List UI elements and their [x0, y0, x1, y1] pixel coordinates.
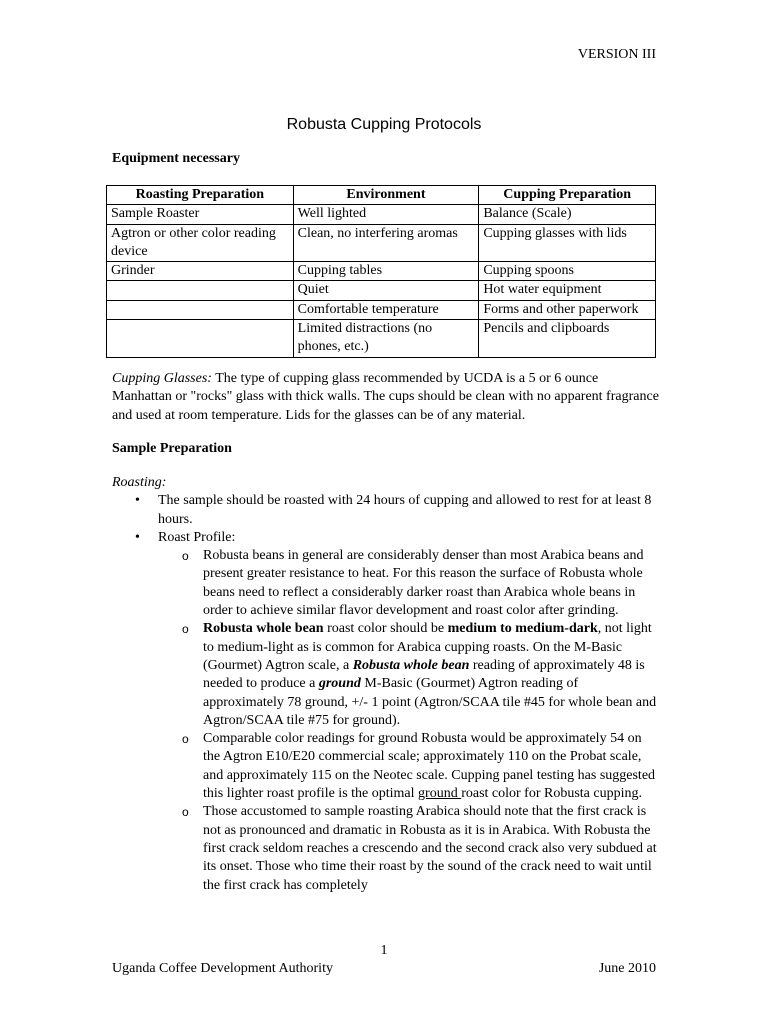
sub-list-item-text: M-Basic (Gourmet) Agtron reading of approximately 78 ground, +/- 1 point (Agtron/SCAA tile #45 for whole bean and Agtron/SCAA tile #75 for ground). [203, 676, 657, 728]
bullet-icon: • [135, 493, 140, 509]
table-cell: Sample Roaster [107, 205, 294, 224]
table-row [107, 205, 656, 224]
bullet-icon: • [135, 529, 140, 545]
footer-date: June 2010 [598, 961, 656, 976]
table-cell: Grinder [107, 262, 294, 281]
table-cell: Cupping tables [293, 262, 479, 281]
table-row [107, 224, 656, 262]
equipment-heading: Equipment necessary [112, 151, 240, 166]
sub-list-item-text: Robusta beans in general are considerably denser than most Arabica beans and present greater resistance to heat. For this reason the surface of Robusta whole beans need to reflect a considerably darker roast than Arabica whole beans in order to achieve similar flavor development and roast color after grinding. [203, 548, 644, 619]
table-header-row [107, 186, 656, 205]
sub-list-item-text: Comparable color readings for ground Robusta would be approximately 54 on the Agtron E10/E20 commercial scale; approximately 110 on the Probat scale, and approximately 115 on the Neotec scale. Cupping panel testing has suggested this lighter roast profile is the optimal [203, 731, 656, 802]
table-row [107, 300, 656, 319]
emphasis-text: medium to medium-dark [447, 621, 598, 637]
cupping-glasses-text: The type of cupping glass recommended by UCDA is a 5 or 6 ounce Manhattan or "rocks" glass with thick walls. The cups should be clean with no apparent fragrance and used at room temperature. Lids for the glasses can be of any material. [112, 371, 659, 423]
table-row [107, 320, 656, 358]
emphasis-text: Robusta whole bean [352, 657, 470, 673]
table-cell: Comfortable temperature [293, 300, 479, 319]
document-title: Robusta Cupping Protocols [286, 116, 482, 133]
page-number: 1 [380, 943, 388, 958]
table-cell [107, 320, 294, 358]
sub-list-item [112, 620, 660, 730]
table-row [107, 262, 656, 281]
table-cell: Well lighted [293, 205, 479, 224]
column-header-cupping: Cupping Preparation [479, 186, 656, 205]
table-cell: Forms and other paperwork [479, 300, 656, 319]
table-cell: Agtron or other color reading device [107, 224, 294, 262]
footer-organization: Uganda Coffee Development Authority [112, 961, 333, 976]
version-label: VERSION III [577, 47, 656, 62]
sub-list-item [112, 803, 660, 894]
circle-bullet-icon: o [182, 622, 189, 637]
table-cell [107, 300, 294, 319]
list-item [112, 529, 660, 895]
emphasis-text: Robusta whole bean [203, 621, 324, 637]
sub-list-item [112, 730, 660, 803]
table-cell: Cupping spoons [479, 262, 656, 281]
roasting-label: Roasting: [112, 475, 167, 490]
column-header-environment: Environment [293, 186, 479, 205]
underlined-text: ground [418, 786, 462, 802]
sub-list-item-text: roast color should be [323, 621, 448, 637]
sub-list-item-text: , not light to medium-light as is common for Arabica cupping roasts. On the M-Basic (Gourmet) Agtron scale, a [203, 621, 652, 673]
emphasis-text: ground [318, 676, 361, 692]
sub-list-item [112, 547, 660, 620]
roast-profile-list [112, 547, 660, 895]
table-cell: Limited distractions (no phones, etc.) [293, 320, 479, 358]
table-cell: Clean, no interfering aromas [293, 224, 479, 262]
table-cell: Cupping glasses with lids [479, 224, 656, 262]
cupping-glasses-label: Cupping Glasses: [112, 371, 212, 386]
sub-list-item-text: roast color for Robusta cupping. [461, 786, 642, 802]
cupping-glasses-paragraph [112, 370, 660, 425]
circle-bullet-icon: o [182, 805, 189, 820]
circle-bullet-icon: o [182, 732, 189, 747]
sample-preparation-heading: Sample Preparation [112, 441, 232, 456]
table-cell: Balance (Scale) [479, 205, 656, 224]
sub-list-item-text: Those accustomed to sample roasting Arabica should note that the first crack is not as pronounced and dramatic in Robusta as it is in Arabica. With Robusta the first crack seldom reaches a crescendo and the second crack also very subdued at its onset. Those who time their roast by the sound of the crack need to wait until the first crack has completely [203, 804, 657, 893]
roasting-list [112, 492, 660, 895]
table-cell: Quiet [293, 281, 479, 300]
circle-bullet-icon: o [182, 549, 189, 564]
sample-preparation-content [112, 474, 660, 895]
table-cell [107, 281, 294, 300]
equipment-table [106, 185, 656, 358]
list-item-text: The sample should be roasted with 24 hours of cupping and allowed to rest for at least 8 hours. [158, 493, 652, 527]
list-item [112, 492, 660, 529]
column-header-roasting: Roasting Preparation [107, 186, 294, 205]
list-item-text: Roast Profile: [158, 529, 236, 545]
table-row [107, 281, 656, 300]
table-cell: Pencils and clipboards [479, 320, 656, 358]
sub-list-item-text: reading of approximately 48 is needed to produce a [203, 657, 645, 692]
table-cell: Hot water equipment [479, 281, 656, 300]
